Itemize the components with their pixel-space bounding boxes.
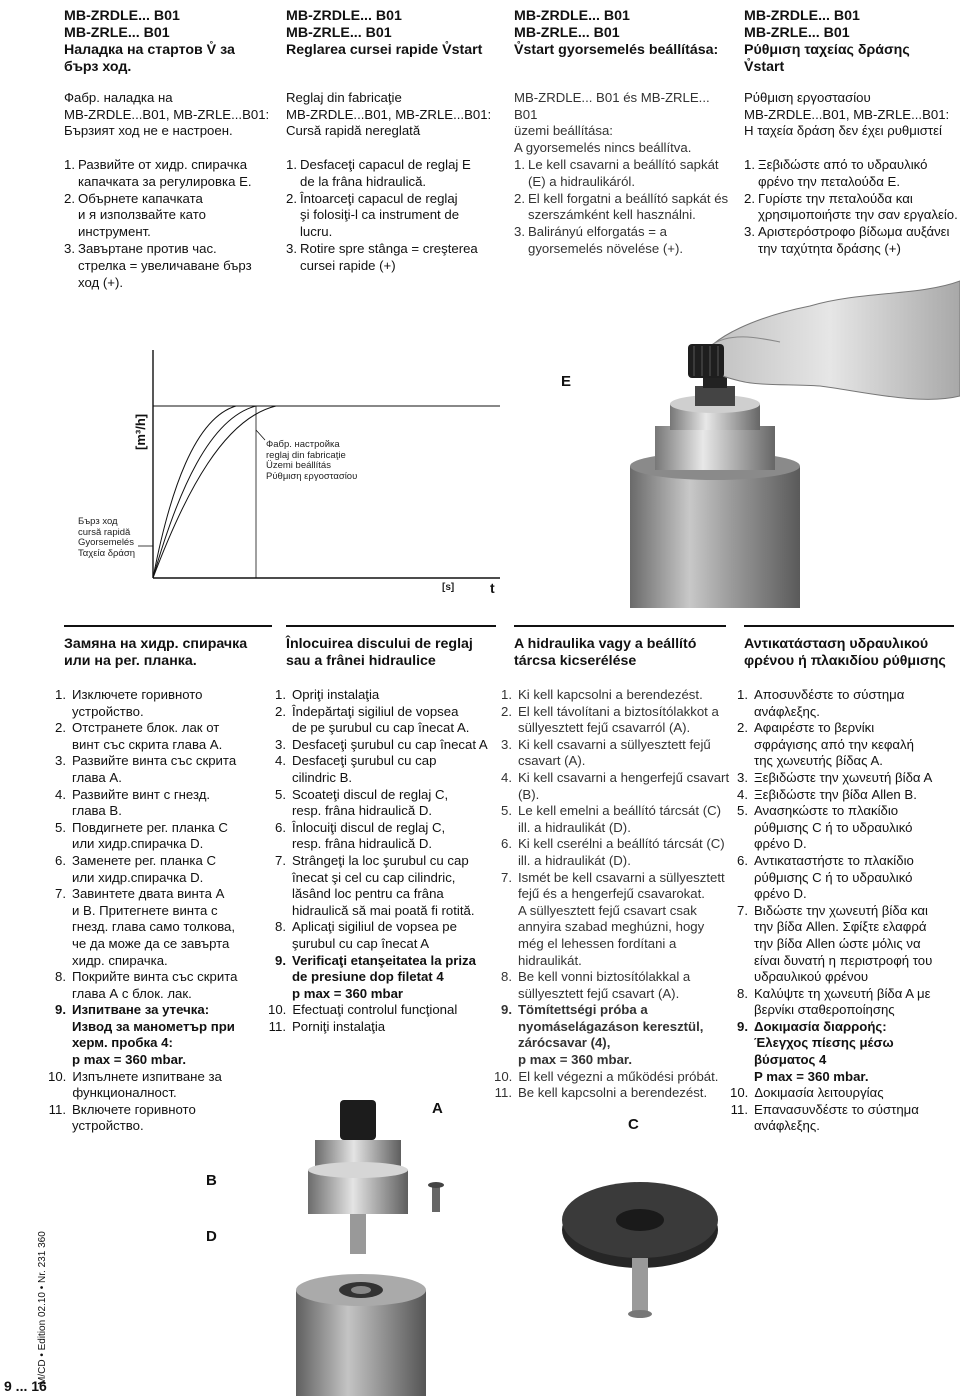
step-number: 10. [494,1068,513,1084]
step-number: 3. [275,736,286,752]
step-number: 3. [501,736,512,752]
step-text: Завинтете двата винта А и В. Притегнете винта с гнезд. глава само толкова, че да може да се завърта хидр. спирачка. [72,886,236,968]
replace-step-item [48,886,278,969]
replace-step-item [730,803,958,853]
step-number: 8. [501,969,512,985]
replace-title-ro: Înlocuirea discului de reglaj sau a frânei hidraulice [286,636,473,669]
replace-step-item [730,687,958,720]
step: 1. Le kell csavarni a beállító sapkát (E) a hidraulikáról. [514,157,719,189]
step-number: 6. [55,852,66,868]
step-number: 9. [275,952,286,968]
replace-step-item [268,704,504,737]
step-number: 3. [737,769,748,785]
step-text: Изпитване за утечка: Извод за манометър при херм. пробка 4: p max = 360 mbar. [72,1002,235,1068]
column-header: MB-ZRDLE... B01 MB-ZRLE... B01 Reglarea cursei rapide V̊start [286,8,483,58]
replace-steps-ro [268,687,504,1035]
step-number: 1. [501,687,512,702]
step-number: 5. [275,786,286,802]
replace-step-item [268,953,504,1003]
replace-step-item [48,853,278,886]
step-number: 7. [275,852,286,868]
label-d: D [206,1228,217,1245]
step-text: Opriţi instalaţia [292,687,380,702]
replace-step-item [730,1019,958,1085]
step-text: Be kell vonni biztosítólakkal a süllyesztett fejű csavart (A). [518,969,691,1001]
column-header: MB-ZRDLE... B01 MB-ZRLE... B01 Ρύθμιση ταχείας δράσης V̊start [744,8,910,75]
step-text: Ξεβιδώστε την βίδα Allen Β. [754,786,917,802]
replace-step-item [494,1002,730,1068]
step-text: Отстранете блок. лак от винт със скрита глава А. [72,720,223,752]
replace-steps-el [730,687,958,1135]
replace-step-item [494,687,730,704]
replace-step-item [48,720,278,753]
step-number: 8. [55,969,66,985]
step-text: Tömítettségi próba a nyomáselágazáson keresztül, zárócsavar (4), p max = 360 mbar. [518,1002,704,1068]
replace-step-item [268,820,504,853]
adjust-steps-el [744,157,960,258]
factory-setting-ro: Reglaj din fabricaţie MB-ZRDLE...B01, MB-ZRLE...B01: Cursă rapidă nereglată [286,90,492,138]
step-number: 1. [275,687,286,702]
step-text: Le kell emelni a beállító tárcsát (C) ill. a hidraulikát (D). [518,803,722,835]
step-text: Αντικαταστήστε το πλακίδιο ρύθμισης C ή το υδραυλικό φρένο D. [754,852,914,902]
step-number: 4. [737,786,748,802]
replace-step-item [48,687,278,720]
step-text: Επανασυνδέστε το σύστημα ανάφλεξης. [754,1101,919,1134]
replace-step-item [48,787,278,820]
step: 1. Ξεβιδώστε από το υδραυλικό φρένο την πεταλούδα Ε. [744,157,928,189]
replace-step-item [494,870,730,970]
step-text: Înlocuiţi discul de reglaj C, resp. frâna hidraulică D. [292,819,446,852]
replace-step-item [268,919,504,952]
fast-stroke-label: Бърз ход cursă rapidă Gyorsemelés Ταχεία δράση [78,516,136,559]
step-text: Включете горивното устройство. [72,1101,196,1134]
replace-step-item [730,1102,958,1135]
step-number: 4. [501,769,512,785]
replace-step-item [268,1002,504,1019]
step: 2. Întoarceţi capacul de reglaj şi folosiţi-l ca instrument de lucru. [286,190,460,240]
step-number: 8. [275,919,286,935]
divider [744,625,954,627]
step-text: El kell távolítani a biztosítólakkot a süllyesztett fejű csavarról (A). [518,703,719,736]
replace-step-item [48,820,278,853]
step-text: Αφαιρέστε το βερνίκι σφράγισης από την κεφαλή της χωνευτής βίδας Α. [754,720,914,769]
step-number: 7. [737,902,748,918]
replace-steps-hu [494,687,730,1102]
step-text: Заменете рег. планка С или хидр.спирачка D. [72,852,216,885]
column-hu [514,8,734,59]
replace-title-bg: Замяна на хидр. спирачка или на рег. планка. [64,636,248,669]
step-number: 11. [48,1101,66,1117]
replace-step-item [494,737,730,770]
step-number: 2. [275,703,286,719]
brake-disassembly-photo [200,1090,740,1396]
x-axis-unit: [s] [442,582,455,593]
x-axis-label: t [490,580,495,596]
replace-title-el: Αντικατάσταση υδραυλικού φρένου ή πλακιδίου ρύθμισης [744,636,946,669]
step-text: Изключете горивното устройство. [72,687,203,719]
step-text: Îndepărtaţi sigiliul de vopsea de pe şurubul cu cap înecat A. [292,703,470,736]
step-text: Αποσυνδέστε το σύστημα ανάφλεξης. [754,687,905,719]
step-text: Καλύψτε τη χωνευτή βίδα Α με βερνίκι σταθεροποίησης [754,985,931,1018]
step-number: 9. [737,1018,748,1034]
step-number: 6. [501,836,512,852]
replace-step-item [268,1019,504,1036]
document-code: M/CD • Edition 02.10 • Nr. 231 360 [37,1231,48,1385]
adjust-steps-ro [286,157,506,275]
step-number: 7. [501,869,512,885]
step-text: Изпълнете изпитване за функционалност. [72,1068,222,1101]
factory-setting-el: Ρύθμιση εργοστασίου MB-ZRDLE...B01, MB-ZRLE...B01: Η ταχεία δράση δεν έχει ρυθμιστεί [744,90,950,138]
step-text: Desfaceţi şurubul cu cap înecat A [292,736,488,752]
step-number: 9. [501,1002,512,1018]
replace-step-item [268,753,504,786]
step-number: 10. [268,1002,287,1018]
step-number: 11. [494,1085,512,1101]
step-text: Ismét be kell csavarni a süllyesztett fejű és a hengerfejű csavarokat. A süllyesztett fejű csavart csak annyira szabad meghúzni, hogy még el lehessen fordítani a hidraulikát. [518,869,725,968]
step: 2. Γυρίστε την πεταλούδα και χρησιμοποιήστε την σαν εργαλείο. [744,190,958,223]
step-text: Be kell kapcsolni a berendezést. [518,1085,708,1101]
label-b: B [206,1172,217,1189]
replace-step-item [730,903,958,986]
replace-step-item [494,803,730,836]
step: 1. Desfaceţi capacul de reglaj E de la frâna hidraulică. [286,157,471,189]
replace-step-item [268,737,504,754]
step: 3. Balirányú elforgatás = a gyorsemelés növelése (+). [514,224,684,256]
label-c: C [628,1116,639,1133]
step-text: Ki kell csavarni a hengerfejű csavart (B). [518,769,730,802]
step: 3. Завъртане против час. стрелка = увеличаване бърз ход (+). [64,240,252,290]
replace-step-item [730,986,958,1019]
replace-step-item [268,853,504,919]
step: 3. Rotire spre stânga = creşterea cursei rapide (+) [286,240,478,273]
step: 2. El kell forgatni a beállító sapkát és szerszámként kell használni. [514,190,729,223]
replace-step-item [48,1002,278,1068]
replace-steps-bg [48,687,278,1135]
replace-step-item [730,787,958,804]
label-a: A [432,1100,443,1117]
step-number: 1. [55,687,66,702]
replace-step-item [268,787,504,820]
step-number: 10. [48,1068,67,1084]
step: 3. Αριστερόστροφο βίδωμα αυξάνει την ταχύτητα δράσης (+) [744,224,950,256]
divider [64,625,272,627]
replace-step-item [730,770,958,787]
replace-step-item [494,1069,730,1086]
step-text: Verificaţi etanşeitatea la priza de presiune dop filetat 4 p max = 360 mbar [292,952,476,1001]
step-text: Ανασηκώστε το πλακίδιο ρύθμισης C ή το υδραυλικό φρένο D. [754,803,913,852]
step-text: Δοκιμασία λειτουργίας [754,1085,884,1101]
step-text: Βιδώστε την χωνευτή βίδα και την βίδα Allen. Σφίξτε ελαφρά την βίδα Allen ώστε μόλις να είναι δυνατή η περιστροφή του υδραυλικού φρένου [754,902,933,985]
step-number: 2. [55,720,66,736]
replace-step-item [730,720,958,770]
step-number: 11. [268,1018,286,1034]
label-e: E [561,373,572,390]
step-text: Aplicaţi sigiliul de vopsea pe şurubul cu cap înecat A [292,919,457,951]
step-text: Porniţi instalaţia [292,1018,386,1034]
factory-setting-label: Фабр. настройка reglaj din fabricaţie Üzemi beállítás Ρύθμιση εργοστασίου [266,439,358,482]
factory-pointer [256,430,265,440]
step: 2. Обърнете капачката и я използвайте като инструмент. [64,190,206,240]
step-number: 6. [737,852,748,868]
step-text: Ξεβιδώστε την χωνευτή βίδα Α [754,769,933,785]
factory-setting-hu: MB-ZRDLE... B01 és MB-ZRLE... B01 üzemi beállítása: A gyorsemelés nincs beállítva. [514,90,710,155]
column-header: MB-ZRDLE... B01 MB-ZRLE... B01 Наладка на стартов V̊ за бърз ход. [64,8,235,75]
replace-step-item [730,1085,958,1102]
step-text: Ki kell csavarni a süllyesztett fejű csavart (A). [518,736,711,769]
step-number: 1. [737,687,748,702]
hydraulic-brake-photo [560,276,960,608]
curve-factory [153,406,256,578]
factory-setting-bg: Фабр. наладка на MB-ZRDLE...B01, MB-ZRLE...B01: Бързият ход не е настроен. [64,90,270,138]
step-text: Δοκιμασία διαρροής: Έλεγχος πίεσης μέσω βύσματος 4 P max = 360 mbar. [754,1018,894,1084]
column-header: MB-ZRDLE... B01 MB-ZRLE... B01 V̊start gyorsemelés beállítása: [514,8,719,58]
step-number: 5. [501,803,512,819]
step-number: 4. [275,753,286,769]
step-text: Strângeţi la loc şurubul cu cap înecat şi cel cu cap cilindric, lăsând loc pentru ca frâna hidraulică să mai poată fi rotită. [292,852,475,918]
step-number: 3. [55,753,66,769]
column-el [744,8,960,76]
divider [514,625,726,627]
step-text: Ki kell cserélni a beállító tárcsát (C) ill. a hidraulikát (D). [518,836,725,868]
replace-step-item [494,969,730,1002]
curve-fast [153,406,236,578]
replace-title-hu: A hidraulika vagy a beállító tárcsa kicserélése [514,636,697,669]
step-text: Scoateţi discul de reglaj C, resp. frâna hidraulică D. [292,786,449,819]
step-number: 7. [55,886,66,902]
step-text: Покрийте винта със скрита глава А с блок. лак. [72,969,238,1001]
y-axis-unit: [m³/h] [133,413,148,450]
step-text: Развийте винт с гнезд. глава В. [72,786,211,819]
replace-step-item [494,770,730,803]
step-number: 5. [55,819,66,835]
column-bg [64,8,284,76]
step-number: 6. [275,819,286,835]
step-number: 8. [737,985,748,1001]
step-text: Развийте винта със скрита глава А. [72,753,237,785]
step-text: Efectuaţi controlul funcţional [292,1002,458,1018]
step-number: 11. [730,1101,748,1117]
replace-step-item [494,704,730,737]
divider [286,625,496,627]
replace-step-item [730,853,958,903]
step-number: 9. [55,1002,66,1018]
replace-step-item [268,687,504,704]
step-number: 4. [55,786,66,802]
column-ro [286,8,506,59]
step-text: Повдигнете рег. планка С или хидр.спирачка D. [72,819,228,852]
adjust-steps-bg [64,157,279,291]
step-text: El kell végezni a működési próbát. [518,1068,719,1084]
step-number: 10. [730,1085,749,1101]
step-text: Ki kell kapcsolni a berendezést. [518,687,703,702]
step-number: 2. [501,703,512,719]
step-number: 5. [737,803,748,819]
step: 1. Развийте от хидр. спирачка капачката за регулировка Е. [64,157,252,189]
replace-step-item [494,836,730,869]
replace-step-item [48,969,278,1002]
step-number: 2. [737,720,748,736]
step-text: Desfaceţi şurubul cu cap cilindric B. [292,753,437,785]
adjust-steps-hu [514,157,734,258]
replace-step-item [48,753,278,786]
page-number: 9 ... 16 [4,1378,47,1394]
